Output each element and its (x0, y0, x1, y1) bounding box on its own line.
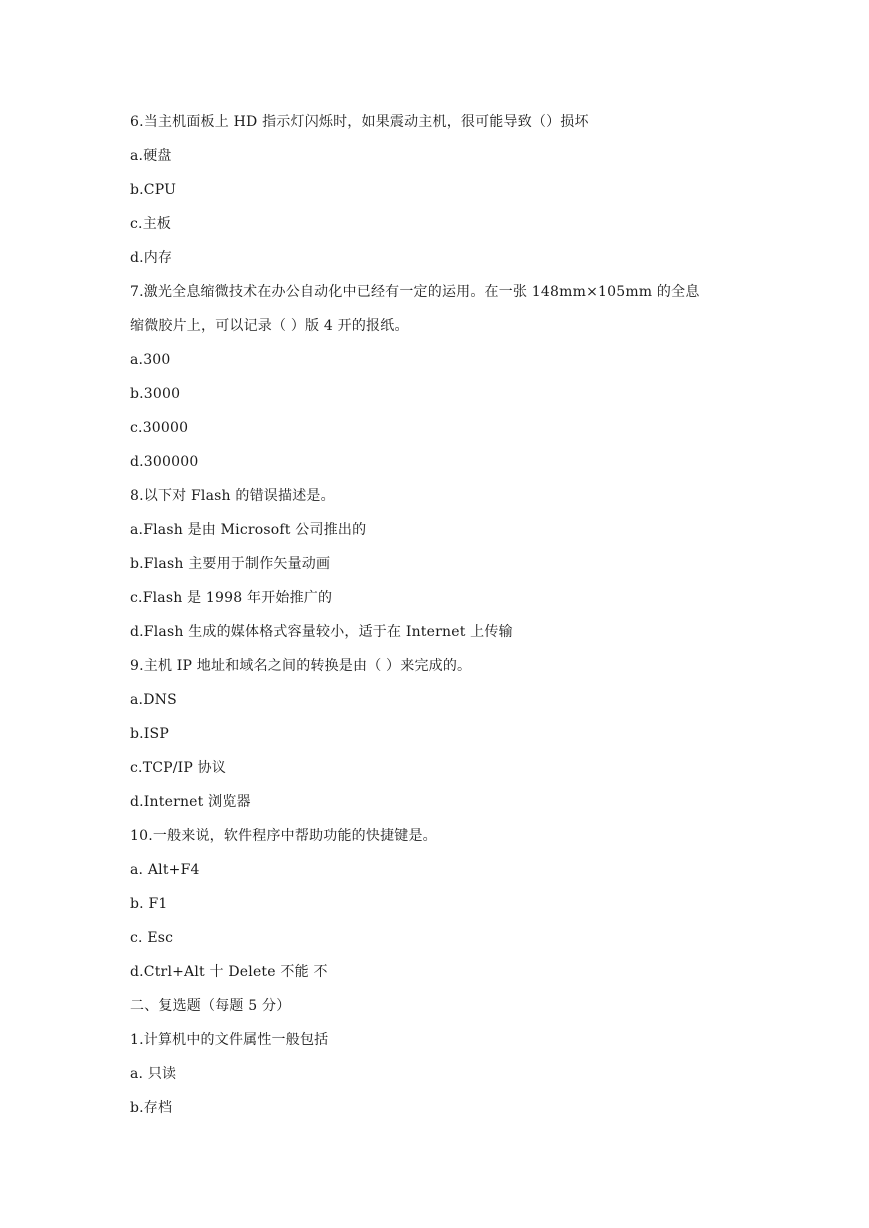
question-8-option-d: d.Flash 生成的媒体格式容量较小，适于在 Internet 上传输 (130, 624, 513, 640)
question-6-option-c: c.主板 (130, 216, 172, 232)
multi-question-1-text: 1.计算机中的文件属性一般包括 (130, 1032, 329, 1048)
question-7-option-c: c.30000 (130, 420, 189, 436)
question-7-option-b: b.3000 (130, 386, 181, 402)
question-6-option-d: d.内存 (130, 250, 173, 266)
question-9-option-d: d.Internet 浏览器 (130, 794, 251, 810)
question-9-option-a: a.DNS (130, 692, 177, 708)
question-10-option-c: c. Esc (130, 930, 174, 946)
question-9-option-c: c.TCP/IP 协议 (130, 760, 227, 776)
question-6-text: 6.当主机面板上 HD 指示灯闪烁时，如果震动主机，很可能导致（）损坏 (130, 114, 589, 130)
document-body (130, 108, 750, 1128)
question-7-text-line-2: 缩微胶片上，可以记录（ ）版 4 开的报纸。 (130, 318, 409, 334)
question-9-text: 9.主机 IP 地址和域名之间的转换是由（ ）来完成的。 (130, 658, 472, 674)
question-6-option-a: a.硬盘 (130, 148, 172, 164)
question-10-option-b: b. F1 (130, 896, 168, 912)
question-6-option-b: b.CPU (130, 182, 177, 198)
question-10-text: 10.一般来说，软件程序中帮助功能的快捷键是。 (130, 828, 437, 844)
question-10-option-a: a. Alt+F4 (130, 862, 200, 878)
question-7-option-a: a.300 (130, 352, 171, 368)
question-8-option-b: b.Flash 主要用于制作矢量动画 (130, 556, 331, 572)
question-7-text-line-1: 7.激光全息缩微技术在办公自动化中已经有一定的运用。在一张 148mm×105mm 的全息 (130, 284, 700, 300)
question-8-option-c: c.Flash 是 1998 年开始推广的 (130, 590, 333, 606)
multi-question-1-option-b: b.存档 (130, 1100, 173, 1116)
section-heading-multiple-choice: 二、复选题（每题 5 分） (130, 998, 291, 1014)
multi-question-1-option-a: a. 只读 (130, 1066, 177, 1082)
question-8-text: 8.以下对 Flash 的错误描述是。 (130, 488, 335, 504)
question-8-option-a: a.Flash 是由 Microsoft 公司推出的 (130, 522, 367, 538)
question-10-option-d: d.Ctrl+Alt 十 Delete 不能 不 (130, 964, 328, 980)
question-9-option-b: b.ISP (130, 726, 169, 742)
question-7-option-d: d.300000 (130, 454, 199, 470)
